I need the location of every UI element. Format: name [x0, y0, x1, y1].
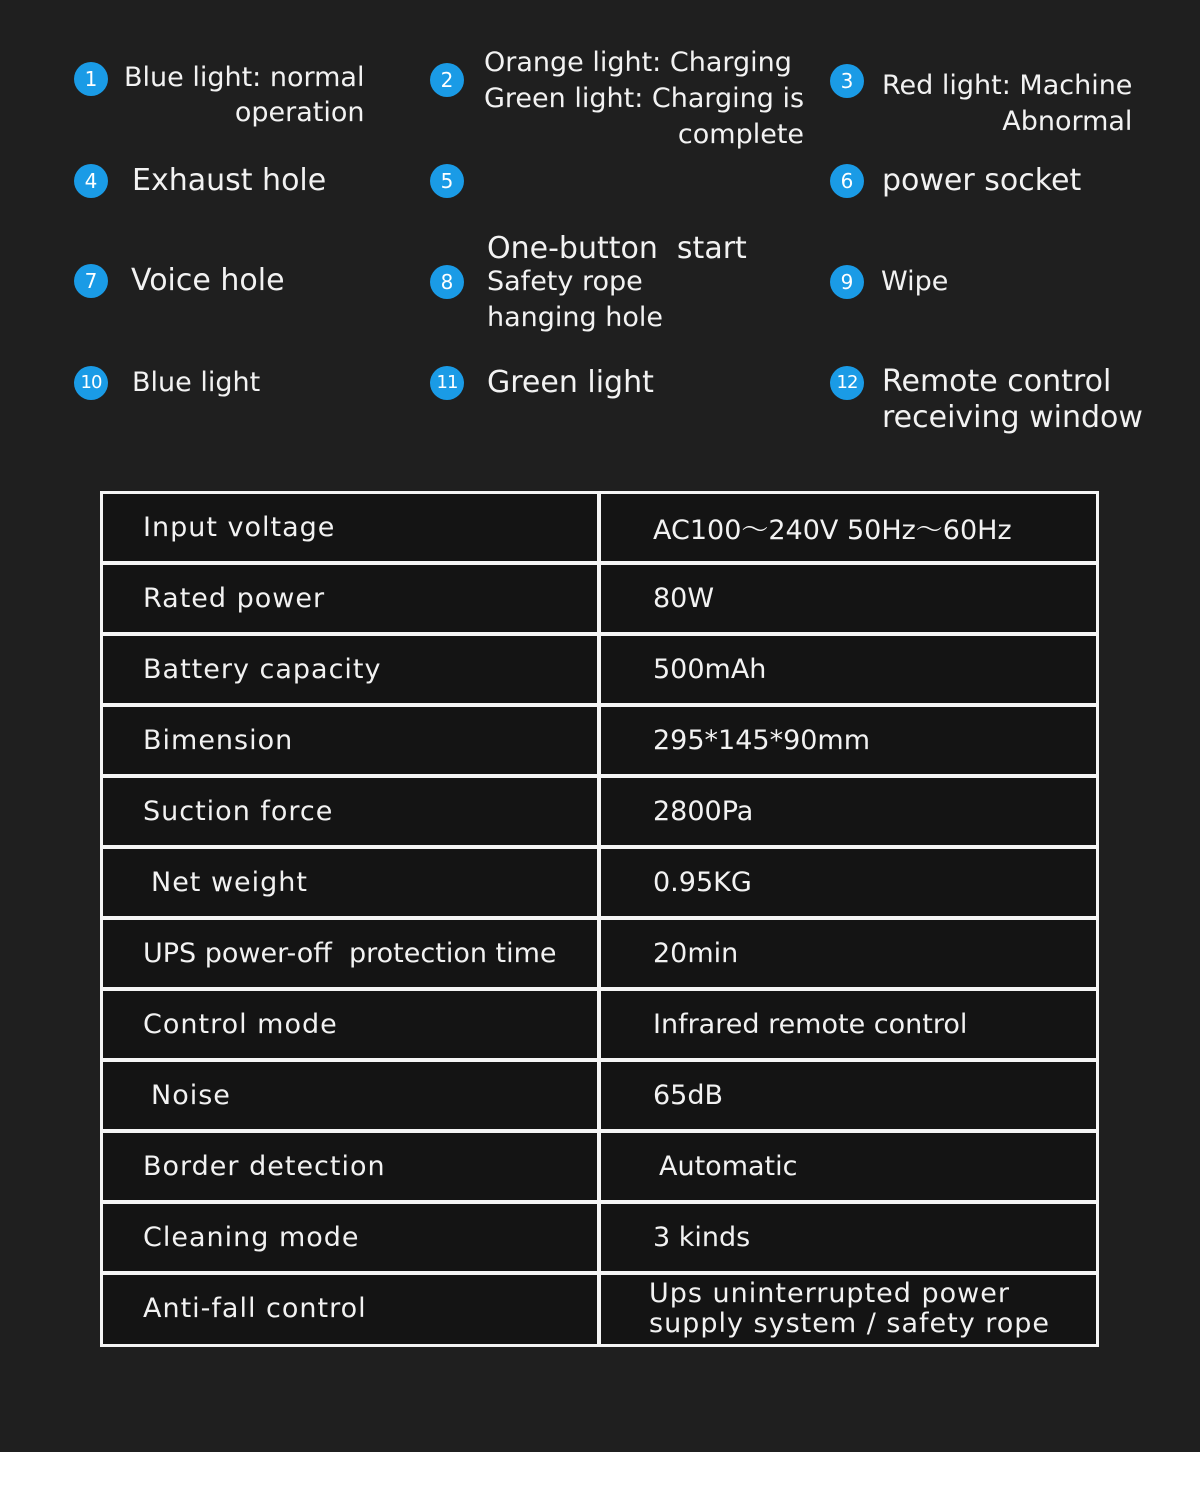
- spec-label: Control mode: [143, 1009, 338, 1040]
- spec-label: Input voltage: [143, 512, 336, 543]
- table-row: [103, 1204, 1096, 1275]
- table-row: [103, 991, 1096, 1062]
- spec-label: Net weight: [151, 867, 309, 898]
- legend-number-badge: 2: [430, 63, 464, 97]
- table-row: [103, 920, 1096, 991]
- spec-label: Cleaning mode: [143, 1222, 360, 1253]
- legend-number-badge: 12: [830, 366, 864, 400]
- legend-item-6: [830, 164, 1081, 198]
- legend-label: Wipe: [881, 266, 949, 297]
- legend-item-10: [74, 366, 260, 400]
- legend-number-badge: 1: [74, 62, 108, 96]
- legend-number-badge: 3: [830, 64, 864, 98]
- spec-label: Anti-fall control: [143, 1293, 367, 1324]
- spec-label: Suction force: [143, 796, 334, 827]
- legend-label: Green light: [487, 365, 654, 400]
- spec-label: Border detection: [143, 1151, 386, 1182]
- legend-number-badge: 9: [830, 265, 864, 299]
- legend-number-badge: 8: [430, 265, 464, 299]
- spec-label: UPS power-off protection time: [143, 938, 557, 969]
- table-row: [103, 565, 1096, 636]
- table-row: [103, 636, 1096, 707]
- legend-number-badge: 7: [74, 264, 108, 298]
- table-row: [103, 778, 1096, 849]
- spec-value: [601, 1275, 1096, 1342]
- legend-item-11: [430, 366, 654, 400]
- spec-value: 295*145*90mm: [653, 725, 871, 756]
- spec-value: 0.95KG: [653, 867, 752, 898]
- legend-label: Orange light: Charging Green light: Charging is complete: [484, 47, 805, 150]
- legend-item-3: [830, 64, 1132, 140]
- legend-item-2: [430, 47, 805, 153]
- spec-label: Battery capacity: [143, 654, 382, 685]
- table-row: [103, 849, 1096, 920]
- spec-value: AC100～240V 50Hz～60Hz: [653, 515, 1012, 546]
- legend-item-9: [830, 265, 948, 299]
- table-row: [103, 1062, 1096, 1133]
- table-row: [103, 1133, 1096, 1204]
- legend-label: Exhaust hole: [132, 163, 327, 198]
- legend-number-badge: 5: [430, 164, 464, 198]
- legend-label: Voice hole: [131, 263, 285, 298]
- legend-number-badge: 6: [830, 164, 864, 198]
- table-row: [103, 494, 1096, 565]
- spec-value: Infrared remote control: [653, 1009, 968, 1040]
- legend-number-badge: 4: [74, 164, 108, 198]
- legend-label: power socket: [882, 163, 1082, 198]
- spec-value: 80W: [653, 583, 715, 614]
- legend-item-4: [74, 164, 326, 198]
- legend-item-1: [74, 62, 364, 130]
- table-row: [103, 1275, 1096, 1342]
- spec-value: 3 kinds: [653, 1222, 751, 1253]
- spec-value-line: Ups uninterrupted power: [649, 1277, 1010, 1309]
- spec-table: [100, 491, 1099, 1347]
- legend-item-8: [430, 265, 663, 336]
- legend-number-badge: 10: [74, 366, 108, 400]
- spec-label: Rated power: [143, 583, 326, 614]
- spec-label: Bimension: [143, 725, 294, 756]
- legend-number-badge: 11: [430, 366, 464, 400]
- legend-label: Red light: Machine Abnormal: [882, 70, 1133, 137]
- spec-value: Automatic: [659, 1151, 798, 1182]
- legend-label: One-button start: [487, 231, 747, 266]
- spec-value-line: supply system / safety rope: [649, 1307, 1051, 1339]
- table-row: [103, 707, 1096, 778]
- legend-label: Blue light: normal operation: [124, 62, 365, 128]
- spec-value: 2800Pa: [653, 796, 754, 827]
- legend-item-7: [74, 264, 285, 298]
- spec-value: 500mAh: [653, 654, 767, 685]
- legend-label: Remote control receiving window: [882, 364, 1143, 435]
- spec-label: Noise: [151, 1080, 231, 1111]
- legend-label: Safety rope hanging hole: [487, 266, 663, 333]
- spec-value: 65dB: [653, 1080, 724, 1111]
- spec-value: 20min: [653, 938, 739, 969]
- legend-item-12: [830, 366, 1143, 436]
- legend-label: Blue light: [132, 367, 261, 398]
